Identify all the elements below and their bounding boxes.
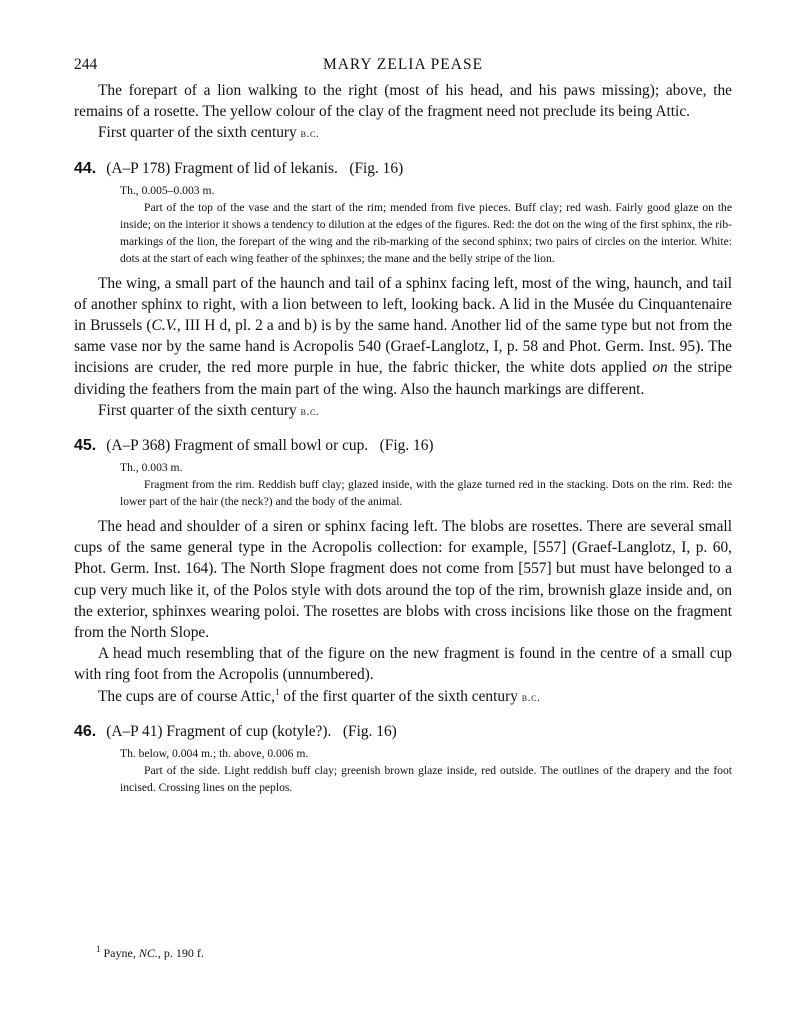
entry-46-heading	[74, 721, 732, 742]
entry-title: (A–P 368) Fragment of small bowl or cup. (Fig. 16)	[106, 437, 434, 455]
running-title: MARY ZELIA PEASE	[322, 56, 484, 73]
footnote-ref: 1	[274, 686, 280, 697]
entry-45-discussion: The head and shoulder of a siren or sphinx facing left. The blobs are rosettes. There are several small cups of the same general type in the Acropolis collection: for example, [557] (Graef-Langlotz, I, p. 60, Phot. Germ. Inst. 164). The North Slope fragment does not come from [557] but must have belonged to a cup very much like it, of the Polos style with dots around the top of the rim, brownish glaze inside and, on the exterior, sphinxes wearing poloi. The rosettes are blobs with cross incisions like those on the fragment from the North Slope.	[74, 518, 732, 642]
footnote: $^1$ Payne, NC., p. 190 f.	[96, 944, 204, 960]
entry-44-description: Part of the top of the vase and the start of the rim; mended from five pieces. Buff clay; red wash. Fairly good glaze on the inside; on the interior it shows a tendency to dilution at the edges of the figures. Red: the dot on the wing of the first sphinx, the rib-markings of the lion, the forepart of the wing and the rib-marking of the second sphinx; two pairs of circles on the interior. White: dots at the start of each wing feather of the sphinxes; the mane and the belly stripe of the lion.	[120, 200, 732, 265]
entry-44-discussion: The wing, a small part of the haunch and tail of a sphinx facing left, most of the wing, haunch, and tail of another sphinx to right, with a lion between to left, looking back. A lid in the Musée du Cinquantenaire in Brussels (C.V., III H d, pl. 2 a and b) is by the same hand. Another lid of the same type but not from the same vase nor by the same hand is Acropolis 540 (Graef-Langlotz, I, p. 58 and Phot. Germ. Inst. 95). The incisions are cruder, the red more purple in hue, the fabric thicker, the white dots applied on the stripe dividing the feathers from the main part of the wing. Also the haunch markings are different.	[74, 274, 732, 398]
entry-46-thickness: Th. below, 0.004 m.; th. above, 0.006 m.	[120, 746, 309, 760]
entry-44-date: First quarter of the sixth century b.c.	[98, 401, 320, 419]
entry-45-description: Fragment from the rim. Reddish buff clay; glazed inside, with the glaze turned red in the stacking. Dots on the rim. Red: the lower part of the hair (the neck?) and the body of the animal.	[120, 478, 732, 509]
entry-number: 46.	[74, 722, 97, 740]
entry-45-thickness: Th., 0.003 m.	[120, 461, 183, 475]
entry-45-date: The cups are of course Attic,$^1$ of the first quarter of the sixth century b.c.	[98, 686, 541, 705]
entry-45-heading	[74, 435, 732, 456]
entry-title: (A–P 178) Fragment of lid of lekanis. (Fig. 16)	[106, 159, 404, 177]
intro-paragraph: The forepart of a lion walking to the right (most of his head, and his paws missing); above, the remains of a rosette. The yellow colour of the clay of the fragment need not preclude its being Attic.	[74, 82, 732, 121]
entry-44-thickness: Th., 0.005–0.003 m.	[120, 183, 215, 197]
page	[74, 56, 732, 796]
entry-46-description: Part of the side. Light reddish buff clay; greenish brown glaze inside, red outside. The outlines of the drapery and the foot incised. Crossing lines on the peplos.	[120, 763, 732, 794]
page-number: 244	[74, 56, 98, 73]
intro-date: First quarter of the sixth century b.c.	[98, 124, 320, 142]
entry-number: 44.	[74, 159, 97, 177]
entry-45-comparison: A head much resembling that of the figure on the new fragment is found in the centre of a small cup with ring foot from the Acropolis (unnumbered).	[74, 645, 732, 684]
entry-number: 45.	[74, 437, 97, 455]
entry-44-heading	[74, 158, 732, 179]
running-head	[74, 56, 732, 80]
entry-title: (A–P 41) Fragment of cup (kotyle?). (Fig. 16)	[106, 722, 397, 740]
